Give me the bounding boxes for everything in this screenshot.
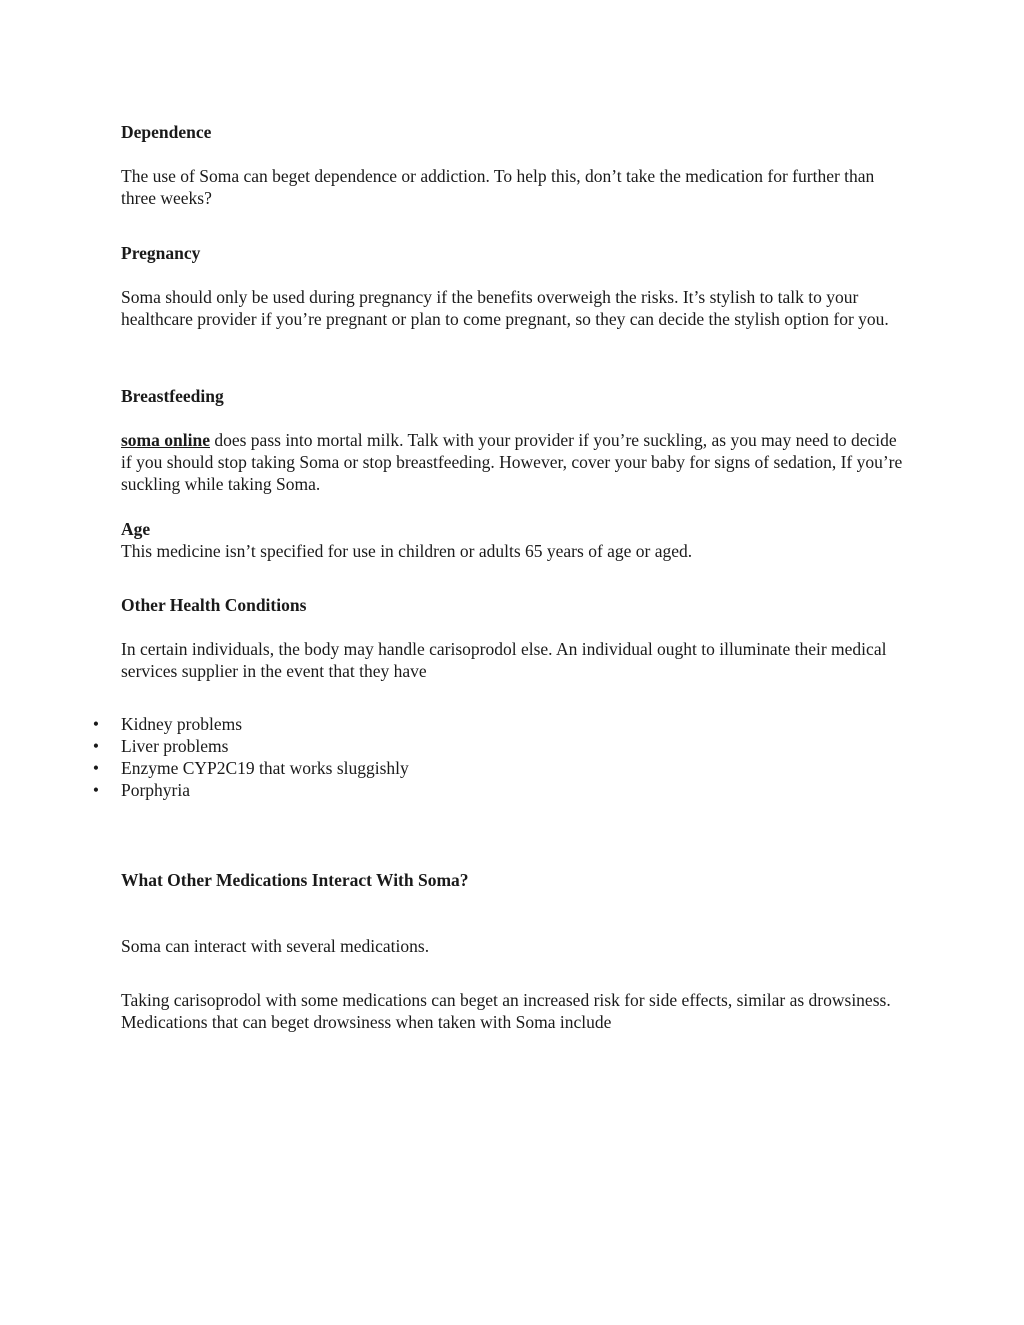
list-item-text: Liver problems bbox=[121, 736, 229, 756]
list-item-text: Porphyria bbox=[121, 780, 191, 800]
list-item bbox=[0, 713, 911, 735]
other-conditions-heading: Other Health Conditions bbox=[121, 595, 307, 615]
bullet-icon: • bbox=[92, 780, 100, 800]
bullet-icon: • bbox=[92, 758, 100, 778]
list-item-text: Kidney problems bbox=[121, 714, 243, 734]
pregnancy-heading: Pregnancy bbox=[121, 243, 201, 263]
breastfeeding-heading: Breastfeeding bbox=[121, 386, 224, 406]
conditions-list bbox=[0, 713, 911, 801]
pregnancy-paragraph: Soma should only be used during pregnancy if the benefits overweigh the risks. It’s stylish to talk to your healthcare provider if you’re pregnant or plan to come pregnant, so they can decide the stylish option for you. bbox=[121, 287, 889, 329]
other-conditions-paragraph: In certain individuals, the body may handle carisoprodol else. An individual ought to illuminate their medical services supplier in the event that they have bbox=[121, 639, 887, 681]
age-paragraph: This medicine isn’t specified for use in children or adults 65 years of age or aged. bbox=[121, 541, 693, 561]
soma-online-link[interactable]: soma online bbox=[121, 430, 210, 450]
list-item bbox=[0, 779, 911, 801]
breastfeeding-paragraph bbox=[121, 429, 911, 495]
interactions-paragraph-1: Soma can interact with several medications. bbox=[121, 936, 430, 956]
list-item bbox=[0, 735, 911, 757]
dependence-paragraph: The use of Soma can beget dependence or addiction. To help this, don’t take the medication for further than three weeks? bbox=[121, 166, 875, 208]
list-item bbox=[0, 757, 911, 779]
age-heading: Age bbox=[121, 519, 151, 539]
bullet-icon: • bbox=[92, 714, 100, 734]
breastfeeding-text: does pass into mortal milk. Talk with your provider if you’re suckling, as you may need to decide if you should stop taking Soma or stop breastfeeding. However, cover your baby for signs of sedation, If you’re suckling while taking Soma. bbox=[121, 430, 903, 494]
bullet-icon: • bbox=[92, 736, 100, 756]
dependence-heading: Dependence bbox=[121, 122, 212, 142]
list-item-text: Enzyme CYP2C19 that works sluggishly bbox=[121, 758, 409, 778]
interactions-paragraph-2: Taking carisoprodol with some medications can beget an increased risk for side effects, similar as drowsiness. Medications that can beget drowsiness when taken with Soma include bbox=[121, 990, 891, 1032]
interactions-heading: What Other Medications Interact With Soma? bbox=[121, 870, 469, 890]
